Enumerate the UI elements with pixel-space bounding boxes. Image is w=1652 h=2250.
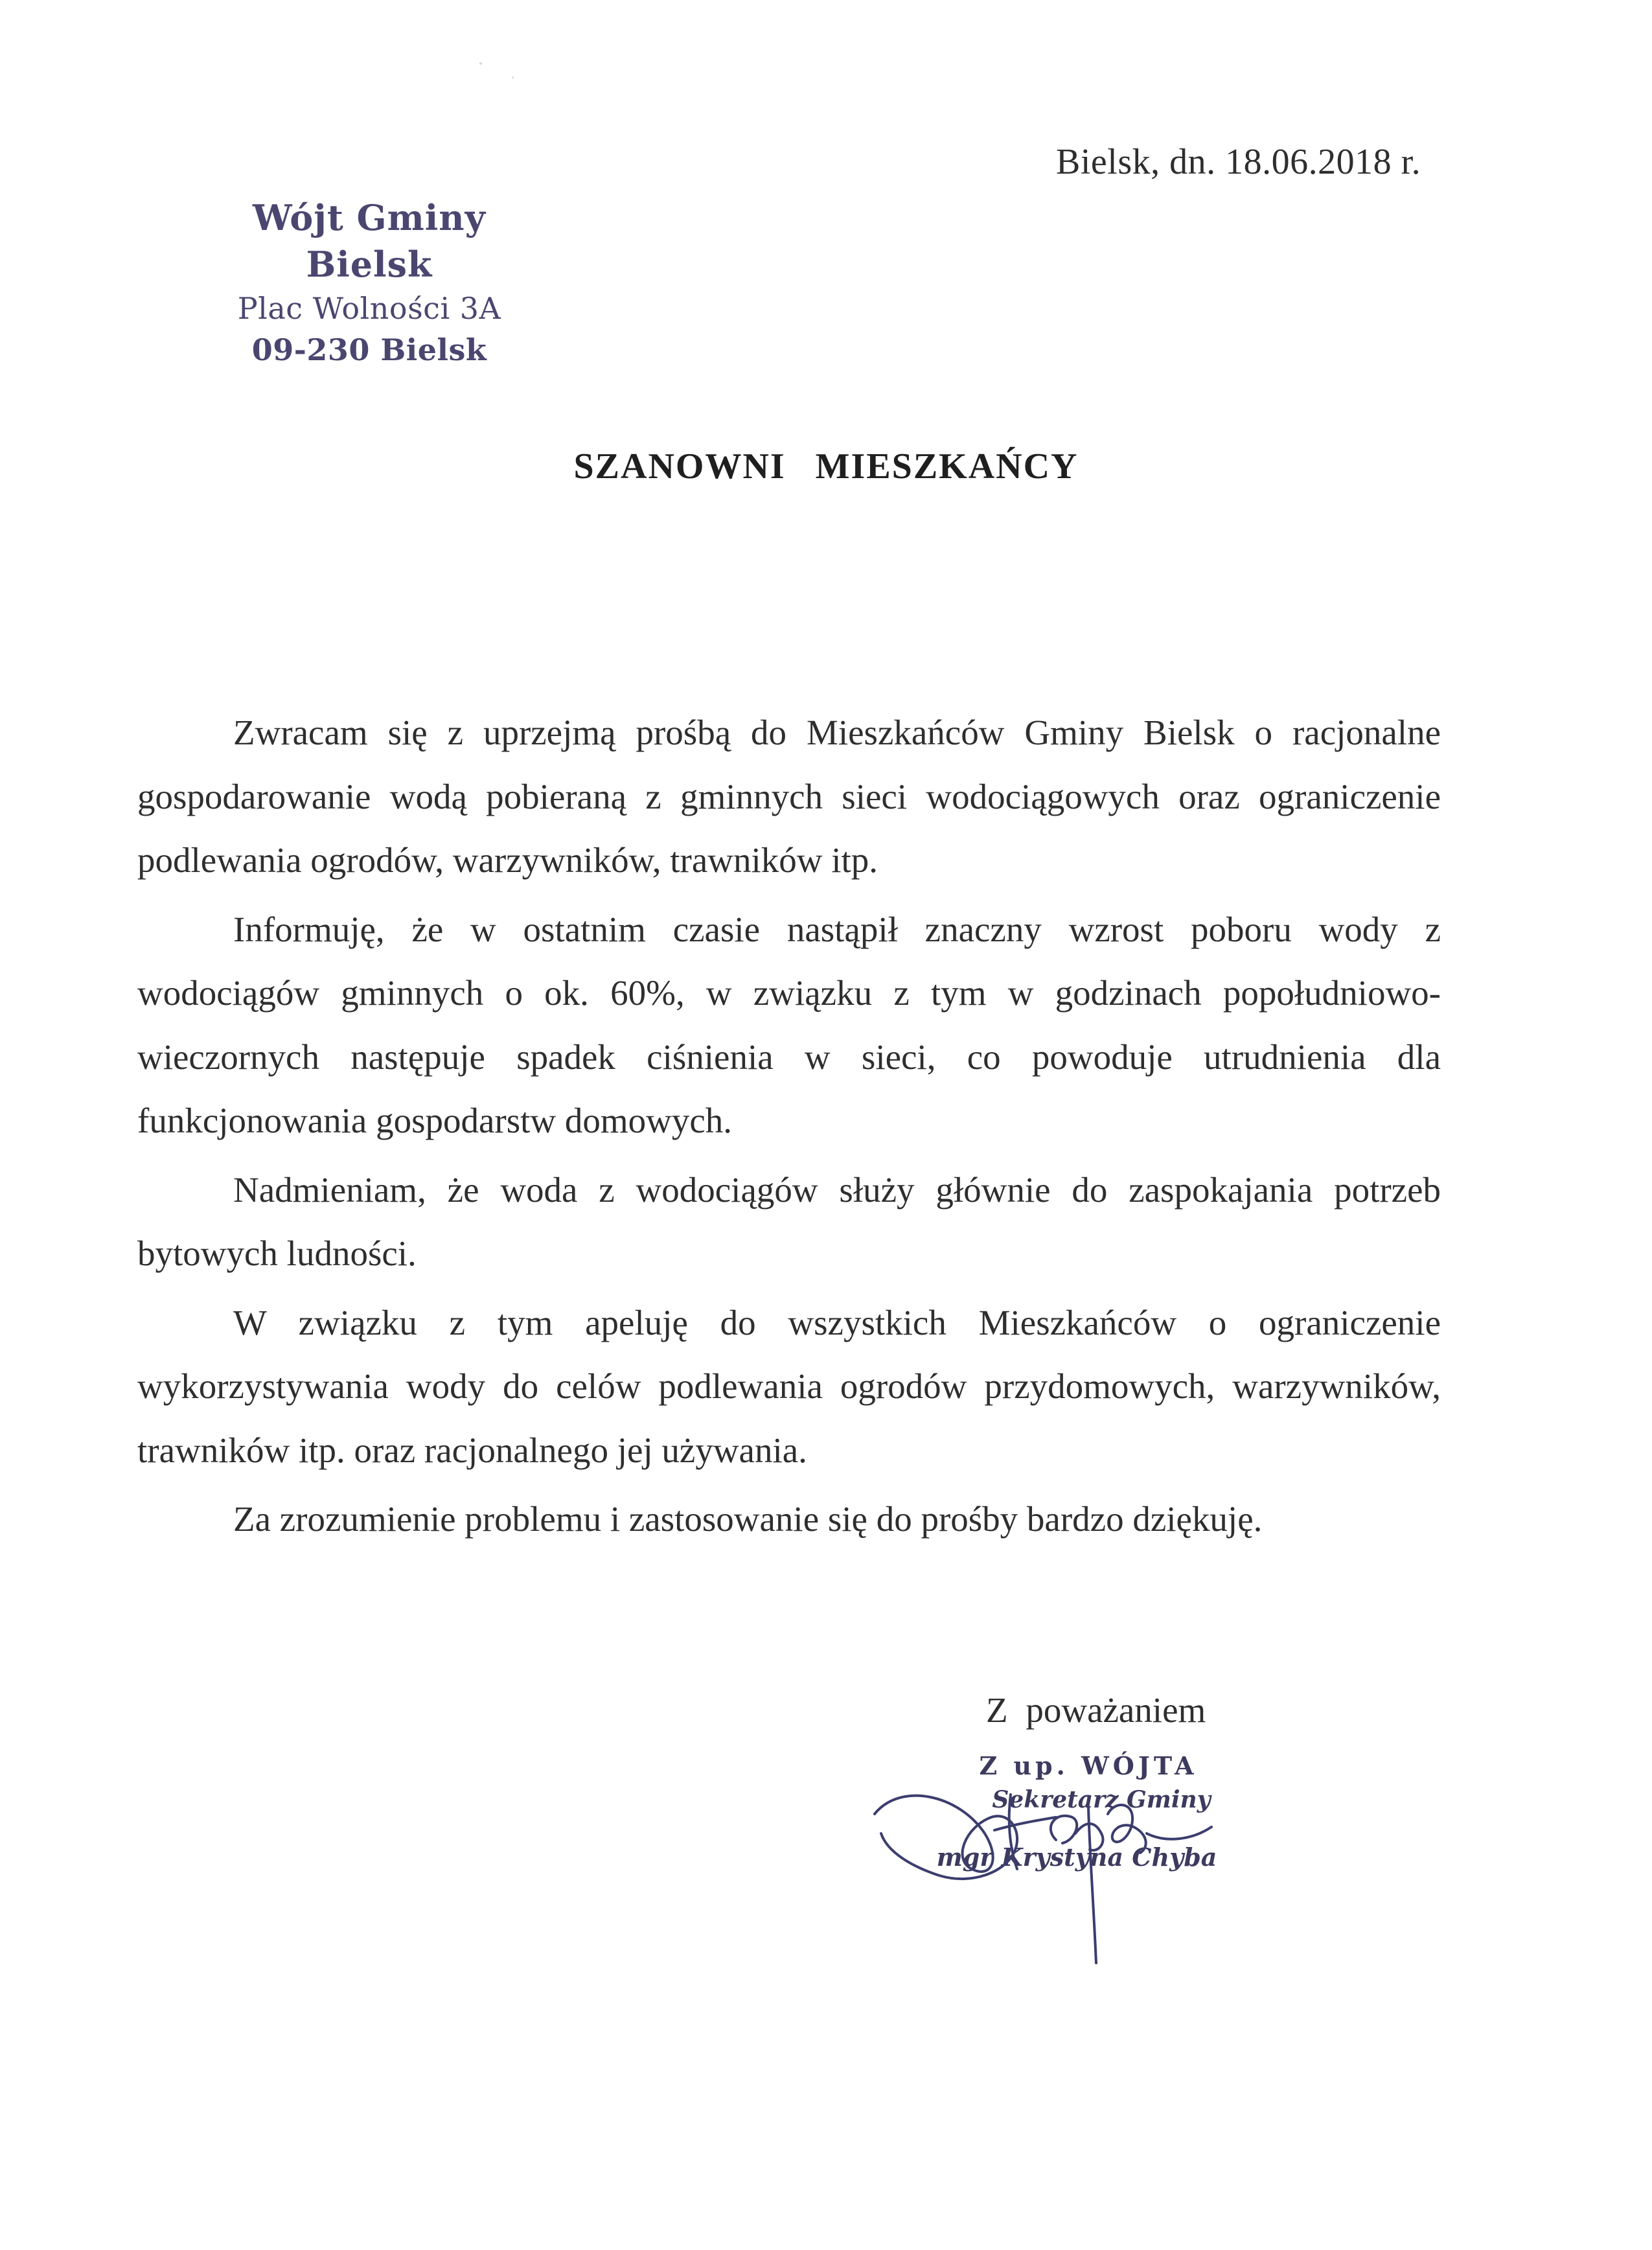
body-paragraph: Za zrozumienie problemu i zastosowanie się do prośby bardzo dziękuję. (233, 1499, 1263, 1539)
sender-stamp-city: 09-230 Bielsk (251, 332, 487, 367)
body-paragraph: W związku z tym apeluję do wszystkich Mieszkańców o ograniczenie wykorzystywania wody do celów podlewania ogrodów przydomowych, warzywników, trawników itp. oraz racjonalnego jej używania. (137, 1302, 1441, 1470)
signature-stamp-person: mgr Krystyna Chyba (936, 1842, 1217, 1872)
body-paragraph: Zwracam się z uprzejmą prośbą do Mieszkańców Gminy Bielsk o racjonalne gospodarowanie wodą pobieraną z gminnych sieci wodociągowych oraz ograniczenie podlewania ogrodów, warzywników, trawników itp. (137, 713, 1441, 880)
sender-stamp-name: Wójt Gminy Bielsk (253, 197, 486, 285)
signature-stamp-role: Sekretarz Gminy (992, 1786, 1211, 1813)
sender-stamp-street: Plac Wolności 3A (237, 291, 501, 326)
scan-speck (479, 62, 482, 65)
sender-stamp (188, 194, 551, 371)
signature-stamp (933, 1749, 1244, 1875)
letter-body (137, 701, 1441, 1552)
body-paragraph: Nadmieniam, że woda z wodociągów służy głównie do zaspokajania potrzeb bytowych ludności. (137, 1169, 1441, 1273)
signature-stamp-authority: Z up. WÓJTA (979, 1751, 1198, 1780)
date-line: Bielsk, dn. 18.06.2018 r. (1056, 142, 1421, 182)
letter-title: SZANOWNI MIESZKAŃCY (573, 446, 1079, 487)
scan-speck (512, 76, 514, 78)
body-paragraph: Informuję, że w ostatnim czasie nastąpił znaczny wzrost poboru wody z wodociągów gminnych o ok. 60%, w związku z tym w godzinach popołudniowo-wieczornych następuje spadek ciśnienia w sieci, co powoduje utrudnienia dla funkcjonowania gospodarstw domowych. (137, 909, 1441, 1140)
closing-salutation: Z poważaniem (986, 1690, 1206, 1730)
